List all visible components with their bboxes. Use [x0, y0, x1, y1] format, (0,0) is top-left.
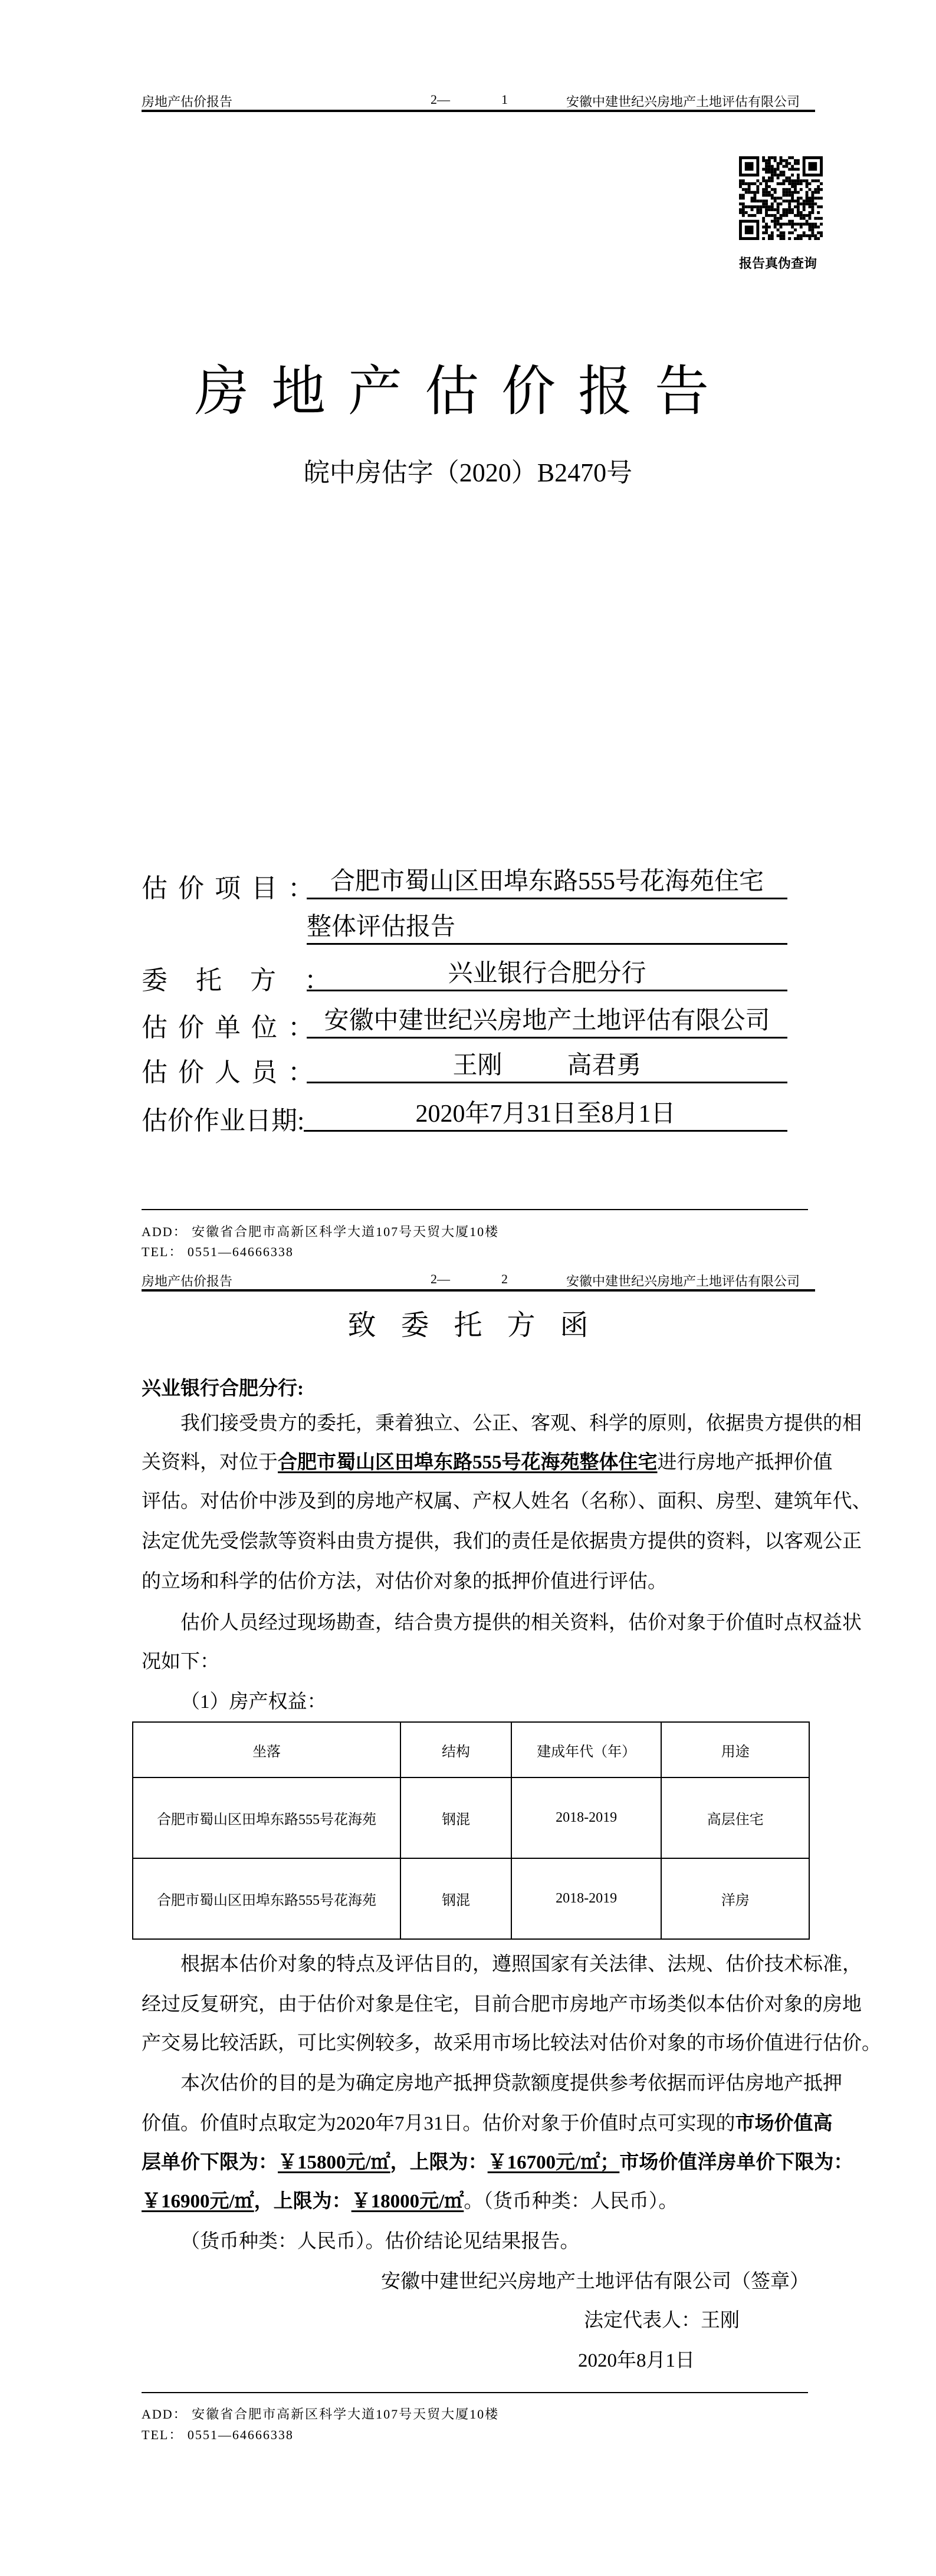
date-label: 估价作业日期:: [142, 1106, 305, 1135]
text-segment: 估价人员经过现场勘查，结合贵方提供的相关资料，估价对象于价值时点权益状: [180, 1612, 862, 1634]
text-segment: 产交易比较活跃，可比实例较多，故采用市场比较法对估价对象的市场价值进行估价。: [142, 2033, 881, 2054]
salutation: 兴业银行合肥分行:: [142, 1378, 304, 1399]
header-divider: [142, 110, 815, 112]
text-segment: 市场价值高: [735, 2113, 833, 2134]
paragraph-line: [142, 2111, 833, 2137]
text-segment: 关资料，对位于: [142, 1452, 278, 1473]
header-page-number: 2: [501, 1271, 508, 1286]
table-row: [133, 1777, 809, 1858]
unit-value: 安徽中建世纪兴房地产土地评估有限公司: [307, 1005, 787, 1039]
property-table: [132, 1721, 810, 1940]
text-segment: 评估。对估价中涉及到的房地产权属、产权人姓名（名称）、面积、房型、建筑年代、: [142, 1491, 872, 1512]
col-header-structure: 结构: [400, 1722, 511, 1777]
signature-company: 安徽中建世纪兴房地产土地评估有限公司（签章）: [381, 2271, 809, 2292]
footer-divider: [142, 2392, 808, 2393]
paragraph-line: [142, 1489, 872, 1514]
date-value: 2020年7月31日至8月1日: [304, 1098, 787, 1132]
project-label-text: 估价项目：: [142, 874, 324, 903]
header-company: 安徽中建世纪兴房地产土地评估有限公司: [566, 1274, 800, 1289]
paragraph-line: [180, 2071, 842, 2097]
footer-divider: [142, 1209, 808, 1210]
col-header-location: 坐落: [133, 1722, 400, 1777]
paragraph-line: [180, 1951, 862, 1977]
emphasized-value: ￥15800元/㎡: [278, 2152, 390, 2173]
cell-location: 合肥市蜀山区田埠东路555号花海苑: [133, 1858, 400, 1939]
cell-location: 合肥市蜀山区田埠东路555号花海苑: [133, 1777, 400, 1858]
text-segment: 我们接受贵方的委托，秉着独立、公正、客观、科学的原则，依据贵方提供的相: [180, 1413, 862, 1434]
text-segment: 法定优先受偿款等资料由贵方提供，我们的责任是依据贵方提供的资料，以客观公正: [142, 1531, 862, 1552]
report-title: 房地产估价报告: [195, 362, 732, 422]
signature-date: 2020年8月1日: [578, 2350, 695, 2371]
text-segment: 的立场和科学的估价方法，对估价对象的抵押价值进行评估。: [142, 1571, 667, 1592]
paragraph-line: [142, 2150, 853, 2176]
paragraph-line: [142, 2030, 881, 2056]
cell-year: 2018-2019: [511, 1777, 662, 1858]
header-page-prefix: 2—: [431, 1271, 450, 1286]
table-header-row: [133, 1722, 809, 1777]
emphasized-value: ￥16900元/㎡: [142, 2191, 254, 2212]
paragraph-line: [142, 1992, 862, 2018]
paragraph-line: [142, 1450, 833, 1476]
text-segment: ，上限为：: [254, 2191, 352, 2212]
staff-label-text: 估价人员：: [142, 1058, 324, 1087]
client-value: 兴业银行合肥分行: [307, 958, 787, 991]
client-label-text: 委托方：: [142, 966, 359, 995]
emphasized-value: ￥18000元/㎡: [351, 2191, 464, 2212]
footer-phone: TEL： 0551—64666338: [142, 2427, 294, 2442]
staff-value: [307, 1050, 787, 1083]
paragraph-line: [142, 1649, 815, 1675]
col-header-usage: 用途: [661, 1722, 809, 1777]
cell-usage: 洋房: [661, 1858, 809, 1939]
header-divider: [142, 1289, 815, 1292]
header-company: 安徽中建世纪兴房地产土地评估有限公司: [566, 94, 800, 109]
letter-title: 致委托方函: [347, 1310, 613, 1341]
project-label: [142, 867, 324, 905]
footer-phone: TEL： 0551—64666338: [142, 1244, 294, 1259]
header-page-number: 1: [501, 92, 508, 107]
paragraph-line: [142, 2189, 815, 2214]
header-title: 房地产估价报告: [142, 1274, 233, 1289]
paragraph-line: [180, 2229, 815, 2255]
client-label: [142, 959, 359, 997]
text-segment: 层单价下限为：: [142, 2152, 278, 2173]
text-segment: 况如下：: [142, 1651, 219, 1673]
project-value-line1: 合肥市蜀山区田埠东路555号花海苑住宅: [307, 866, 787, 899]
text-segment: 本次估价的目的是为确定房地产抵押贷款额度提供参考依据而评估房地产抵押: [180, 2073, 842, 2094]
text-segment: 进行房地产抵押价值: [657, 1452, 833, 1473]
emphasized-value: ￥16700元/㎡；: [487, 2152, 620, 2173]
qr-code-icon[interactable]: [739, 156, 823, 240]
header-page-prefix: 2—: [431, 92, 450, 107]
footer-address: ADD： 安徽省合肥市高新区科学大道107号天贸大厦10楼: [142, 1224, 500, 1239]
appraiser-1: 王刚: [452, 1052, 503, 1079]
report-number: 皖中房估字（2020）B2470号: [303, 458, 633, 487]
qr-verify-label: 报告真伪查询: [739, 256, 817, 271]
text-segment: ，上限为：: [390, 2152, 488, 2173]
cell-structure: 钢混: [400, 1777, 511, 1858]
text-segment: （1）房产权益：: [180, 1691, 327, 1713]
cell-usage: 高层住宅: [661, 1777, 809, 1858]
text-segment: 经过反复研究，由于估价对象是住宅，目前合肥市房地产市场类似本估价对象的房地: [142, 1994, 862, 2015]
text-segment: 市场价值洋房单价下限为：: [619, 2152, 853, 2173]
text-segment: 根据本估价对象的特点及评估目的，遵照国家有关法律、法规、估价技术标准，: [180, 1954, 862, 1975]
footer-address: ADD： 安徽省合肥市高新区科学大道107号天贸大厦10楼: [142, 2407, 500, 2421]
text-segment: 价值。价值时点取定为2020年7月31日。估价对象于价值时点可实现的: [142, 2113, 735, 2134]
unit-label-text: 估价单位：: [142, 1013, 324, 1042]
project-value-line2: 整体评估报告: [307, 911, 787, 945]
col-header-year: 建成年代（年）: [511, 1722, 662, 1777]
paragraph-line: [180, 1411, 862, 1437]
text-segment: 。（货币种类：人民币）。: [464, 2191, 678, 2212]
header-title: 房地产估价报告: [142, 94, 233, 109]
text-segment: （货币种类：人民币）。估价结论见结果报告。: [180, 2231, 580, 2252]
cell-structure: 钢混: [400, 1858, 511, 1939]
paragraph-line: [180, 1610, 862, 1636]
emphasized-value: 合肥市蜀山区田埠东路555号花海苑整体住宅: [278, 1452, 658, 1473]
table-row: [133, 1858, 809, 1939]
paragraph-line: [142, 1529, 862, 1555]
paragraph-line: [180, 1689, 815, 1715]
paragraph-line: [142, 1569, 815, 1595]
appraiser-2: 高君勇: [567, 1052, 642, 1079]
legal-representative: 法定代表人：王刚: [584, 2310, 740, 2331]
cell-year: 2018-2019: [511, 1858, 662, 1939]
staff-label: [142, 1051, 324, 1089]
unit-label: [142, 1006, 324, 1044]
